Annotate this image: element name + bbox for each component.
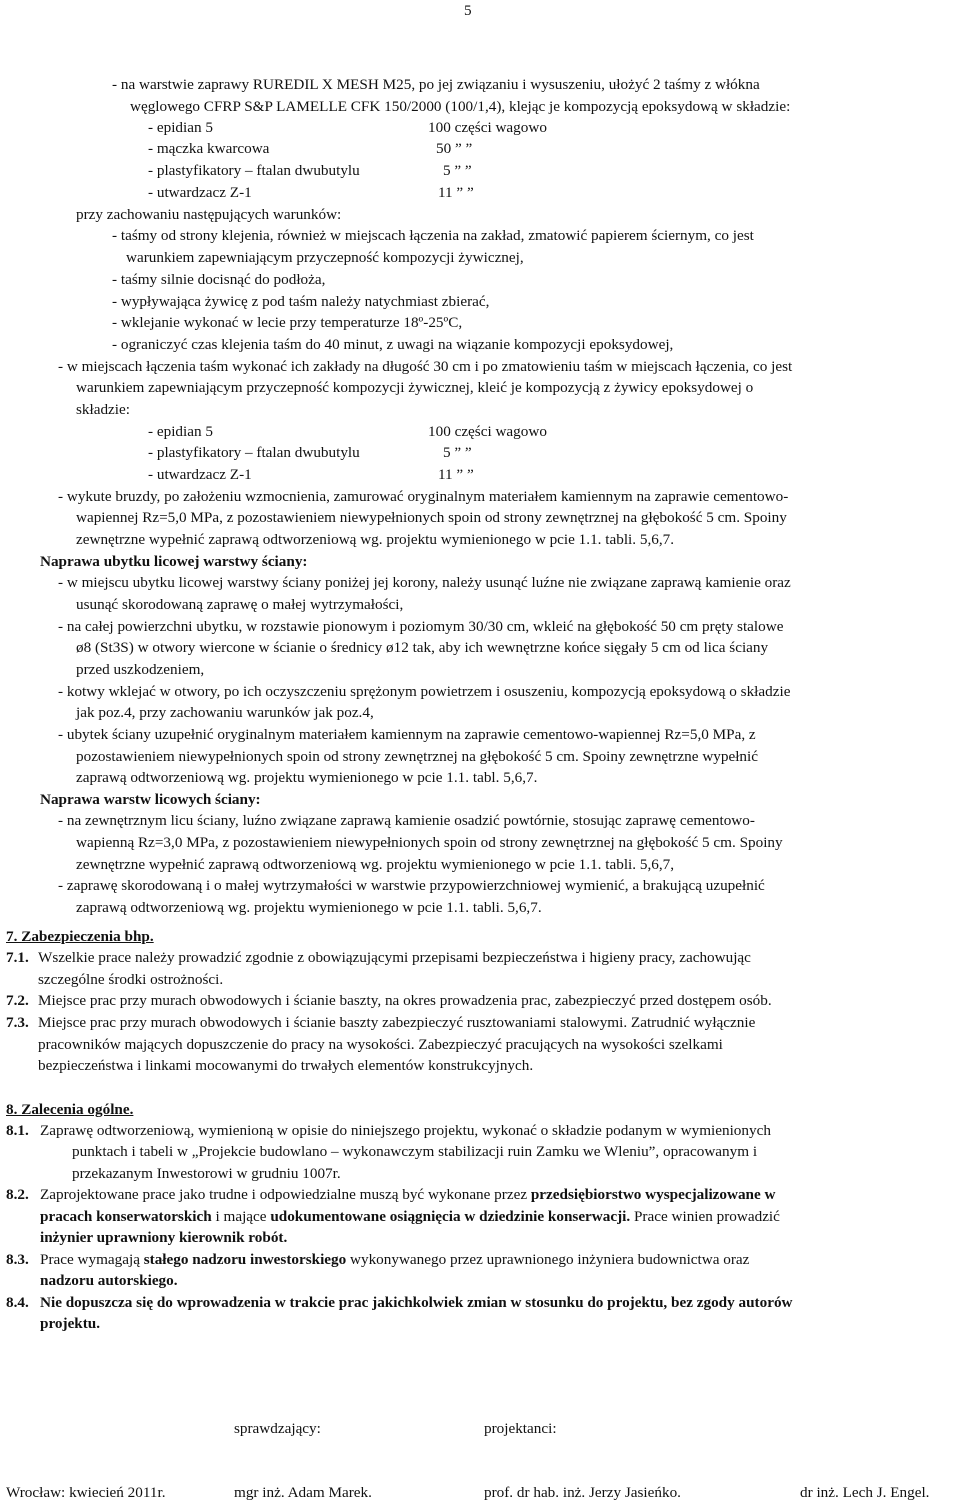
text-run-bold: przedsiębiorstwo wyspecjalizowane w (530, 1186, 776, 1203)
text-line: pracowników mających dopuszczenie do pracy na wysokości. Zabezpieczyć pracujących na wysokości szelkami (38, 1036, 723, 1053)
text-line: wapiennej Rz=5,0 MPa, z pozostawieniem niewypełnionych spoin od strony zewnętrznej na głębokość 5 cm. Spoiny (76, 509, 787, 526)
item-number: 8.4. (6, 1294, 29, 1311)
text-line: Zaprawę odtworzeniową, wymienioną w opisie do niniejszego projektu, wykonać o składzie podanym w wymienionych (40, 1122, 771, 1139)
text-line: składzie: (76, 401, 130, 418)
text-line: Miejsce prac przy murach obwodowych i ścianie baszty, na okres prowadzenia prac, zabezpieczyć przed dostępem osób. (38, 992, 772, 1009)
text-line: - na warstwie zaprawy RUREDIL X MESH M25, po jej związaniu i wysuszeniu, ułożyć 2 taśmy z włókna (112, 76, 760, 93)
text-line: Wszelkie prace należy prowadzić zgodnie z obowiązującymi przepisami bezpieczeństwa i higieny pracy, zachowując (38, 949, 751, 966)
subheading-repair-loss: Naprawa ubytku licowej warstwy ściany: (40, 553, 308, 570)
text-line: projektu. (40, 1315, 101, 1332)
text-line: - wypływająca żywicę z pod taśm należy natychmiast zbierać, (112, 293, 490, 310)
text-run-bold: stałego nadzoru inwestorskiego (143, 1251, 347, 1268)
text-line: węglowego CFRP S&P LAMELLE CFK 150/2000 (100/1,4), klejąc je kompozycją epoksydową w składzie: (130, 98, 791, 115)
text-line: bezpieczeństwa i linkami mocowanymi do trwałych elementów konstrukcyjnych. (38, 1057, 534, 1074)
text-line (40, 1206, 780, 1228)
text-line: - kotwy wklejać w otwory, po ich oczyszczeniu sprężonym powietrzem i osuszeniu, kompozycją epoksydową o składzie (58, 683, 791, 700)
text-line: inżynier uprawniony kierownik robót. (40, 1229, 288, 1246)
text-line: - na całej powierzchni ubytku, w rozstawie pionowym i poziomym 30/30 cm, wkleić na głębokość 50 cm pręty stalowe (58, 618, 784, 635)
section-7-heading: 7. Zabezpieczenia bhp. (6, 928, 154, 945)
page-number: 5 (464, 2, 472, 19)
component-qty: 5 ” ” (443, 162, 472, 179)
component-qty: 11 ” ” (438, 184, 474, 201)
checking-label: sprawdzający: (234, 1420, 321, 1437)
text-line: zewnętrzne wypełnić zaprawą odtworzeniową wg. projektu wymienionego w pcie 1.1. tabli. 5,6,7, (76, 856, 675, 873)
text-line: przekazanym Inwestorowi w grudniu 1007r. (72, 1165, 341, 1182)
text-line: - wykute bruzdy, po założeniu wzmocnienia, zamurować oryginalnym materiałem kamiennym na zaprawie cementowo- (58, 488, 789, 505)
text-line: - zaprawę skorodowaną i o małej wytrzymałości w warstwie przypowierzchniowej wymienić, a brakującą uzupełnić (58, 877, 765, 894)
text-line: - ograniczyć czas klejenia taśm do 40 minut, z uwagi na wiązanie kompozycji epoksydowej, (112, 336, 674, 353)
section-8-heading: 8. Zalecenia ogólne. (6, 1101, 134, 1118)
text-run: wykonywanego przez uprawnionego inżyniera budownictwa oraz (346, 1251, 750, 1268)
signature-person: mgr inż. Adam Marek. (234, 1484, 372, 1501)
text-line: przed uszkodzeniem, (76, 661, 205, 678)
text-line (40, 1184, 776, 1206)
text-line: - taśmy od strony klejenia, również w miejscach łączenia na zakład, zmatowić papierem ściernym, co jest (112, 227, 754, 244)
component-qty: 100 części wagowo (428, 423, 547, 440)
text-line (40, 1249, 749, 1271)
text-run-bold: udokumentowane osiągnięcia w dziedzinie konserwacji. (270, 1208, 631, 1225)
component-name: - epidian 5 (148, 119, 213, 136)
text-line: jak poz.4, przy zachowaniu warunków jak poz.4, (76, 704, 374, 721)
text-line: warunkiem zapewniającym przyczepność kompozycji żywicznej, (126, 249, 524, 266)
component-qty: 50 ” ” (436, 140, 473, 157)
text-line: - na zewnętrznym licu ściany, luźno związane zaprawą kamienie osadzić powtórnie, stosując zaprawę cementowo- (58, 812, 755, 829)
text-line: warunkiem zapewniającym przyczepność kompozycji żywicznej, kleić je kompozycją z żywicy epoksydowej o (76, 379, 754, 396)
designers-label: projektanci: (484, 1420, 557, 1437)
item-number: 7.1. (6, 949, 29, 966)
text-line: zewnętrzne wypełnić zaprawą odtworzeniową wg. projektu wymienionego w pcie 1.1. tabli. 5,6,7. (76, 531, 675, 548)
item-number: 8.2. (6, 1186, 29, 1203)
text-run: Prace winien prowadzić (630, 1208, 780, 1225)
text-line: Miejsce prac przy murach obwodowych i ścianie baszty zabezpieczyć rusztowaniami stalowymi. Zatrudnić wyłącznie (38, 1014, 756, 1031)
component-name: - utwardzacz Z-1 (148, 184, 252, 201)
component-qty: 5 ” ” (443, 444, 472, 461)
component-name: - epidian 5 (148, 423, 213, 440)
signature-person: dr inż. Lech J. Engel. (800, 1484, 930, 1501)
text-run: Prace wymagają (40, 1251, 144, 1268)
item-number: 7.2. (6, 992, 29, 1009)
text-line: szczególne środki ostrożności. (38, 971, 224, 988)
text-run: Zaprojektowane prace jako trudne i odpowiedzialne muszą być wykonane przez (40, 1186, 531, 1203)
text-line: - taśmy silnie docisnąć do podłoża, (112, 271, 326, 288)
component-qty: 100 części wagowo (428, 119, 547, 136)
text-line: punktach i tabeli w „Projekcie budowlano – wykonawczym stabilizacji ruin Zamku we Wleniu”, opracowanym i (72, 1143, 758, 1160)
text-line: Nie dopuszcza się do wprowadzenia w trakcie prac jakichkolwiek zmian w stosunku do projektu, bez zgody autorów (40, 1294, 793, 1311)
text-line: przy zachowaniu następujących warunków: (76, 206, 342, 223)
text-line: usunąć skorodowaną zaprawę o małej wytrzymałości, (76, 596, 404, 613)
text-line: zaprawą odtworzeniową wg. projektu wymienionego w pcie 1.1. tabli. 5,6,7. (76, 899, 542, 916)
component-name: - plastyfikatory – ftalan dwubutylu (148, 162, 360, 179)
component-name: - mączka kwarcowa (148, 140, 270, 157)
component-name: - utwardzacz Z-1 (148, 466, 252, 483)
item-number: 8.3. (6, 1251, 29, 1268)
text-line: nadzoru autorskiego. (40, 1272, 178, 1289)
component-name: - plastyfikatory – ftalan dwubutylu (148, 444, 360, 461)
item-number: 8.1. (6, 1122, 29, 1139)
text-line: ø8 (St3S) w otwory wiercone w ścianie o średnicy ø12 tak, aby ich wewnętrzne końce sięgały 5 cm od lica ściany (76, 639, 769, 656)
item-number: 7.3. (6, 1014, 29, 1031)
text-line: wapienną Rz=3,0 MPa, z pozostawieniem niewypełnionych spoin od strony zewnętrznej na głębokość 5 cm. Spoiny (76, 834, 783, 851)
text-line: - ubytek ściany uzupełnić oryginalnym materiałem kamiennym na zaprawie cementowo-wapiennej Rz=5,0 MPa, z (58, 726, 756, 743)
subheading-repair-face: Naprawa warstw licowych ściany: (40, 791, 261, 808)
text-line: - wklejanie wykonać w lecie przy temperaturze 18º-25ºC, (112, 314, 463, 331)
text-line: - w miejscach łączenia taśm wykonać ich zakłady na długość 30 cm i po zmatowieniu taśm w miejscach łączenia, co jest (58, 358, 793, 375)
component-qty: 11 ” ” (438, 466, 474, 483)
signature-person: prof. dr hab. inż. Jerzy Jasieńko. (484, 1484, 681, 1501)
text-line: pozostawieniem niewypełnionych spoin od strony zewnętrznej na głębokość 5 cm. Spoiny zewnętrzne wypełnić (76, 748, 758, 765)
place-date: Wrocław: kwiecień 2011r. (6, 1484, 166, 1501)
text-run-bold: pracach konserwatorskich (40, 1208, 212, 1225)
text-line: - w miejscu ubytku licowej warstwy ściany poniżej jej korony, należy usunąć luźne nie związane zaprawą kamienie oraz (58, 574, 791, 591)
text-line: zaprawą odtworzeniową wg. projektu wymienionego w pcie 1.1. tabl. 5,6,7. (76, 769, 538, 786)
text-run: i mające (211, 1208, 271, 1225)
